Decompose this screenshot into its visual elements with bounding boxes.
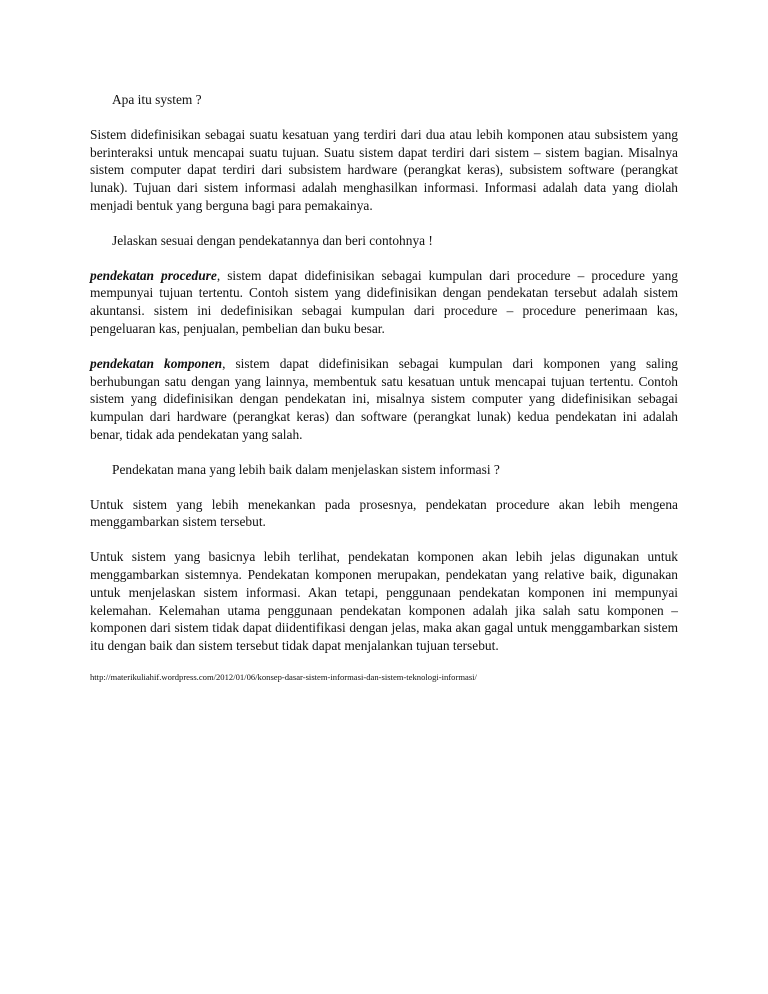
- question-better-approach: Pendekatan mana yang lebih baik dalam menjelaskan sistem informasi ?: [112, 461, 500, 477]
- paragraph-procedure-approach: [90, 267, 678, 338]
- component-approach-text: , sistem dapat didefinisikan sebagai kumpulan dari komponen yang saling berhubungan satu dengan yang lainnya, membentuk satu kesatuan untuk mencapai tujuan tertentu. Contoh sistem yang didefinisikan dengan pendekatan ini, misalnya sistem computer yang didefinisikan sebagai kumpulan dari hardware (perangkat keras) dan software (perangkat lunak) kedua pendekatan ini adalah benar, tidak ada pendekatan yang salah.: [90, 355, 678, 442]
- procedure-approach-text: , sistem dapat didefinisikan sebagai kumpulan dari procedure – procedure yang mempunyai tujuan tertentu. Contoh sistem yang didefinisikan dengan pendekatan tersebut adalah sistem akuntansi. sistem ini dedefinisikan sebagai kumpulan dari procedure – procedure penerimaan kas, pengeluaran kas, penjualan, pembelian dan buku besar.: [90, 267, 678, 336]
- source-url: http://materikuliahif.wordpress.com/2012/01/06/konsep-dasar-sistem-informasi-dan-sistem-teknologi-informasi/: [90, 671, 477, 682]
- answer-procedure-preference: Untuk sistem yang lebih menekankan pada prosesnya, pendekatan procedure akan lebih mengena menggambarkan sistem tersebut.: [90, 496, 678, 530]
- question-explain-approach: Jelaskan sesuai dengan pendekatannya dan beri contohnya !: [112, 232, 433, 248]
- question-what-is-system: Apa itu system ?: [112, 92, 202, 107]
- answer-system-definition: Sistem didefinisikan sebagai suatu kesatuan yang terdiri dari dua atau lebih komponen atau subsistem yang berinteraksi untuk mencapai suatu tujuan. Suatu sistem dapat terdiri dari sistem – sistem bagian. Misalnya sistem computer dapat terdiri dari subsistem hardware (perangkat keras), subsistem software (perangkat lunak). Tujuan dari sistem informasi adalah menghasilkan informasi. Informasi adalah data yang diolah menjadi bentuk yang berguna bagi para pemakainya.: [90, 126, 678, 213]
- document-page: [90, 91, 678, 683]
- paragraph-component-approach: [90, 355, 678, 444]
- term-procedure-approach: pendekatan procedure: [90, 267, 217, 283]
- answer-component-preference: Untuk sistem yang basicnya lebih terlihat, pendekatan komponen akan lebih jelas digunakan untuk menggambarkan sistemnya. Pendekatan komponen merupakan, pendekatan yang relative baik, digunakan untuk menjelaskan sistem informasi. Akan tetapi, penggunaan pendekatan komponen ini mempunyai kelemahan. Kelemahan utama penggunaan pendekatan komponen adalah jika salah satu komponen – komponen dari sistem tidak dapat diidentifikasi dengan jelas, maka akan gagal untuk menggambarkan sistem itu dengan baik dan sistem tersebut tidak dapat menjalankan tujuan tersebut.: [90, 549, 678, 654]
- term-component-approach: pendekatan komponen: [90, 355, 223, 371]
